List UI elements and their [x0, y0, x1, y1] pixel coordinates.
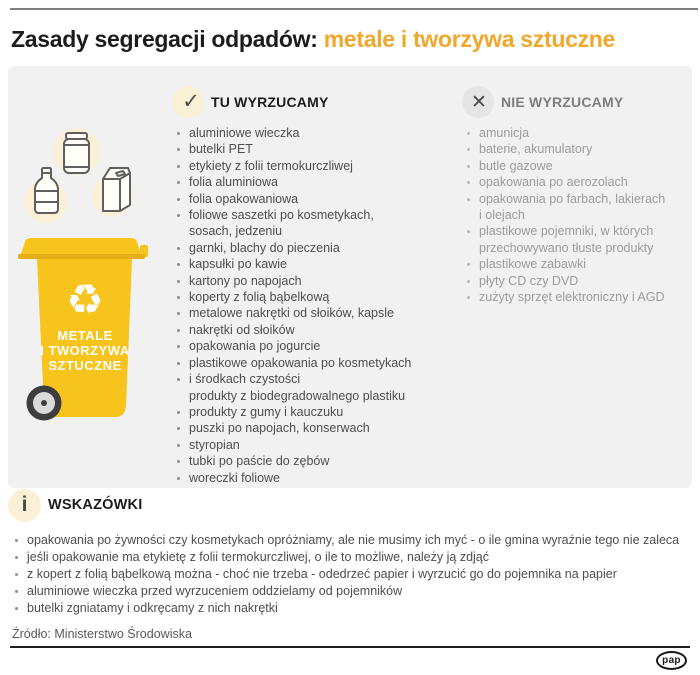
- bin-illustration: [12, 120, 177, 430]
- list-item: [172, 125, 468, 141]
- list-item-text: opakowania po aerozolach: [479, 175, 628, 190]
- list-item-text: opakowania po farbach, lakierach: [479, 191, 666, 206]
- bullet-dot: [177, 427, 180, 430]
- allowed-header: TU WYRZUCAMY: [211, 94, 329, 110]
- bullet-dot: [177, 460, 180, 463]
- list-item-text: butelki PET: [189, 142, 253, 157]
- x-glyph: ✕: [471, 91, 487, 113]
- list-item-text: i środkach czystości: [189, 372, 301, 387]
- bullet-dot: [467, 165, 470, 168]
- bullet-dot: [177, 411, 180, 414]
- forbidden-header-row: [462, 86, 690, 118]
- forbidden-list: [462, 125, 690, 305]
- list-item: [462, 141, 690, 157]
- bullet-dot: [467, 198, 470, 201]
- allowed-section: [172, 86, 468, 486]
- list-item: [462, 174, 690, 190]
- tips-section: [8, 489, 692, 617]
- bullet-dot: [467, 280, 470, 283]
- bullet-dot: [177, 148, 180, 151]
- bullet-dot: [467, 132, 470, 135]
- bullet-dot: [177, 263, 180, 266]
- bullet-dot: [15, 539, 18, 542]
- x-icon: [462, 86, 494, 118]
- bullet-dot: [467, 181, 470, 184]
- bullet-dot: [177, 214, 180, 217]
- forbidden-section: [462, 86, 690, 305]
- list-item-text: baterie, akumulatory: [479, 142, 593, 157]
- list-item-text: plastikowe pojemniki, w których: [479, 224, 654, 239]
- tips-list: [8, 532, 692, 617]
- bin-label-line: I TWORZYWA: [40, 343, 130, 358]
- bullet-dot: [467, 296, 470, 299]
- list-item: [8, 566, 692, 583]
- list-item-text: aluminiowe wieczka przed wyrzuceniem oddzielamy od pojemników: [27, 584, 403, 598]
- list-item-text: opakowania po jogurcie: [189, 339, 321, 354]
- bullet-dot: [177, 247, 180, 250]
- list-item-text: kapsułki po kawie: [189, 257, 287, 272]
- bottle-icon: [32, 167, 60, 215]
- list-item-text: z kopert z folią bąbelkową można - choć nie trzeba - odedrzeć papier i wyrzucić go do pojemnika na papier: [27, 567, 617, 581]
- bullet-dot: [177, 165, 180, 168]
- bullet-dot: [15, 590, 18, 593]
- source-text: Źródło: Ministerstwo Środowiska: [12, 627, 192, 641]
- tips-header-row: [8, 489, 692, 521]
- list-item-text: kartony po napojach: [189, 273, 302, 288]
- list-item: [462, 223, 690, 239]
- list-item: [462, 273, 690, 289]
- list-item: [172, 371, 468, 387]
- list-item-text: puszki po napojach, konserwach: [189, 421, 370, 436]
- list-item: [172, 453, 468, 469]
- list-item-text: sosach, jedzeniu: [189, 224, 283, 239]
- list-item: [172, 404, 468, 420]
- recycle-icon: ♻: [66, 276, 104, 323]
- list-item-text: garnki, blachy do pieczenia: [189, 240, 340, 255]
- list-item: [462, 289, 690, 305]
- bullet-dot: [177, 312, 180, 315]
- list-item-text: metalowe nakrętki od słoików, kapsle: [189, 306, 394, 321]
- list-item: [172, 289, 468, 305]
- list-item-text: butelki zgniatamy i odkręcamy z nich nakrętki: [27, 601, 278, 615]
- bullet-dot: [177, 444, 180, 447]
- list-item: [172, 420, 468, 436]
- pap-logo: pap: [656, 651, 687, 670]
- bullet-dot: [177, 132, 180, 135]
- list-item: [8, 532, 692, 549]
- page-title: [11, 26, 615, 53]
- list-item: [172, 191, 468, 207]
- list-item-text: nakrętki od słoików: [189, 322, 295, 337]
- check-icon: [172, 86, 204, 118]
- list-item: [172, 240, 468, 256]
- list-item: [172, 256, 468, 272]
- list-item-text: przechowywano tłuste produkty: [479, 240, 654, 255]
- list-item-text: produkty z biodegradowalnego plastiku: [189, 388, 406, 403]
- list-item: [172, 470, 468, 486]
- carton-icon: [98, 164, 133, 213]
- bullet-dot: [15, 607, 18, 610]
- bullet-dot: [177, 181, 180, 184]
- list-item: [172, 207, 468, 223]
- list-item-text: plastikowe opakowania po kosmetykach: [189, 355, 412, 370]
- list-item-text: butle gazowe: [479, 158, 553, 173]
- list-item-text: koperty z folią bąbelkową: [189, 290, 330, 305]
- list-item-text: płyty CD czy DVD: [479, 273, 579, 288]
- list-item: [172, 305, 468, 321]
- bullet-dot: [15, 556, 18, 559]
- tips-header: WSKAZÓWKI: [48, 497, 143, 513]
- list-item: [172, 158, 468, 174]
- bullet-dot: [15, 573, 18, 576]
- list-item-text: zużyty sprzęt elektroniczny i AGD: [479, 290, 665, 305]
- list-item-text: foliowe saszetki po kosmetykach,: [189, 208, 374, 223]
- page-title-accent: metale i tworzywa sztuczne: [323, 26, 616, 52]
- bullet-dot: [177, 296, 180, 299]
- list-item-text: styropian: [189, 437, 240, 452]
- bullet-dot: [177, 329, 180, 332]
- list-item-text: folia opakowaniowa: [189, 191, 299, 206]
- yellow-bin-icon: [12, 236, 157, 426]
- list-item: [172, 355, 468, 371]
- bullet-dot: [467, 263, 470, 266]
- list-item: [462, 207, 690, 223]
- list-item: [172, 223, 468, 239]
- list-item: [462, 256, 690, 272]
- info-icon: [8, 489, 41, 522]
- allowed-list: [172, 125, 468, 486]
- list-item-text: jeśli opakowanie ma etykietę z folii termokurczliwej, o ile to możliwe, należy ją zdjąć: [27, 550, 489, 564]
- list-item: [172, 338, 468, 354]
- forbidden-header: NIE WYRZUCAMY: [501, 94, 624, 110]
- list-item: [8, 549, 692, 566]
- list-item: [8, 583, 692, 600]
- bin-label-line: SZTUCZNE: [48, 358, 122, 373]
- top-divider: [10, 8, 698, 10]
- bullet-dot: [177, 362, 180, 365]
- list-item-text: i olejach: [479, 208, 525, 223]
- bullet-dot: [177, 198, 180, 201]
- bullet-dot: [177, 477, 180, 480]
- bullet-dot: [177, 345, 180, 348]
- list-item: [172, 273, 468, 289]
- list-item-text: tubki po paście do zębów: [189, 454, 330, 469]
- bullet-dot: [467, 148, 470, 151]
- list-item-text: aluminiowe wieczka: [189, 126, 300, 140]
- list-item-text: produkty z gumy i kauczuku: [189, 404, 344, 419]
- info-glyph: i: [21, 492, 28, 516]
- bullet-dot: [177, 280, 180, 283]
- list-item: [172, 322, 468, 338]
- list-item-text: folia aluminiowa: [189, 175, 278, 190]
- bottom-divider: [10, 646, 690, 648]
- bullet-dot: [467, 230, 470, 233]
- list-item: [172, 388, 468, 404]
- list-item: [462, 191, 690, 207]
- list-item-text: amunicja: [479, 126, 530, 140]
- list-item: [172, 437, 468, 453]
- bullet-dot: [177, 378, 180, 381]
- can-icon: [60, 131, 93, 175]
- check-glyph: ✓: [182, 89, 200, 113]
- list-item: [8, 600, 692, 617]
- list-item-text: plastikowe zabawki: [479, 257, 586, 272]
- list-item-text: opakowania po żywności czy kosmetykach opróżniamy, ale nie musimy ich myć - o ile gmina wyraźnie tego nie zaleca: [27, 533, 680, 547]
- list-item: [172, 174, 468, 190]
- list-item-text: etykiety z folii termokurczliwej: [189, 158, 353, 173]
- list-item: [462, 240, 690, 256]
- list-item: [462, 125, 690, 141]
- list-item: [172, 141, 468, 157]
- list-item-text: woreczki foliowe: [189, 470, 281, 485]
- bin-label-line: METALE: [57, 328, 113, 343]
- list-item: [462, 158, 690, 174]
- allowed-header-row: [172, 86, 468, 118]
- page-title-main: Zasady segregacji odpadów:: [11, 26, 318, 52]
